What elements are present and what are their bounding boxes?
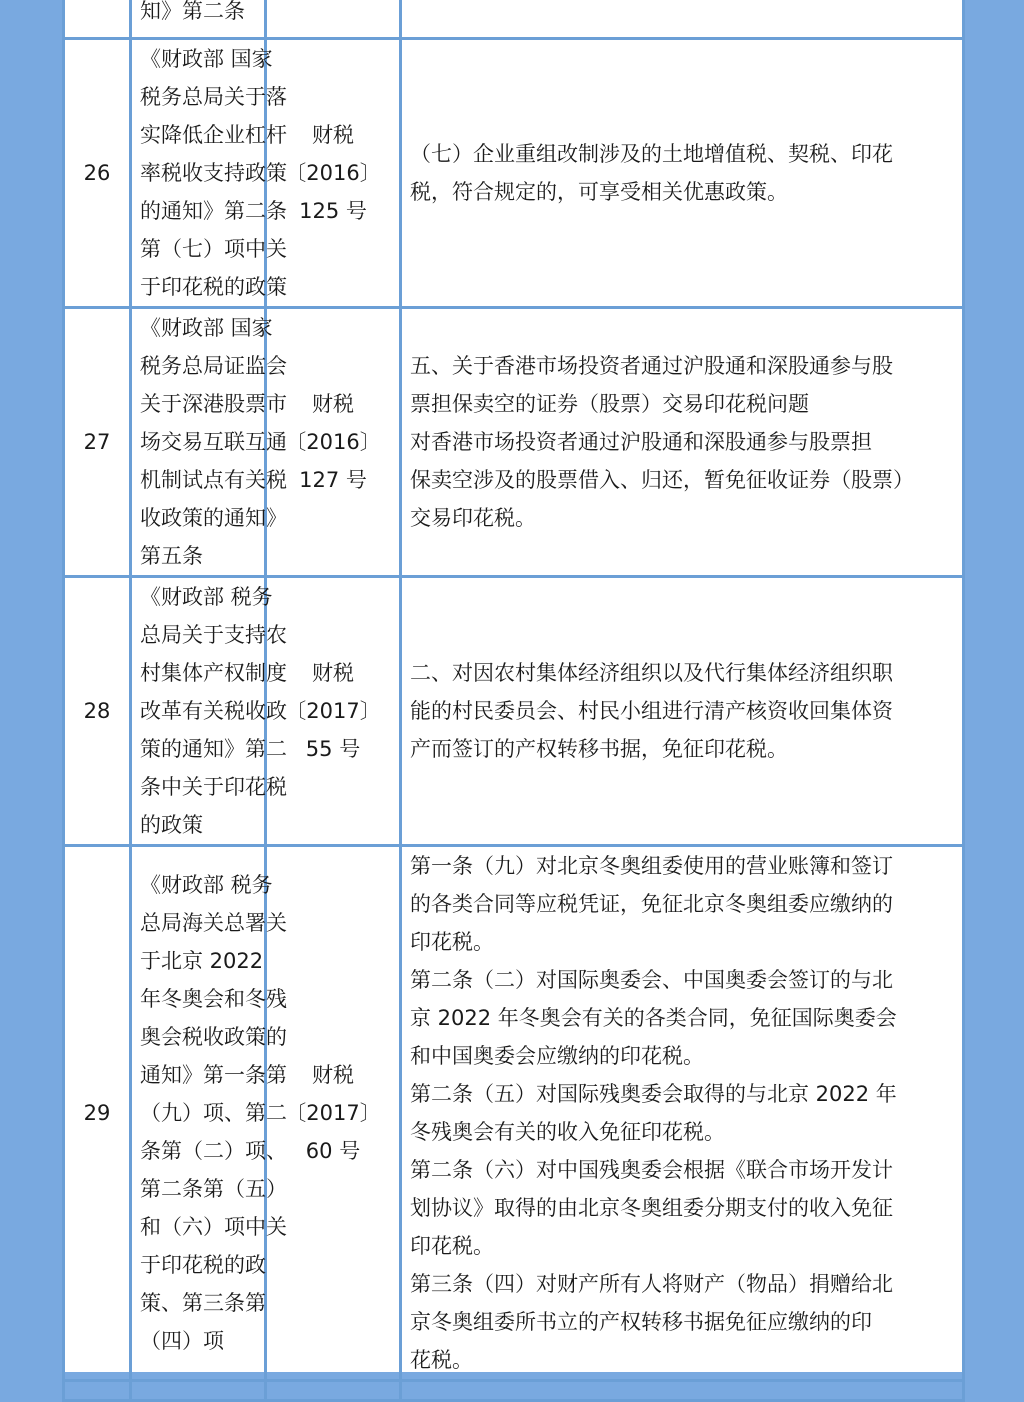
policy-name-line: 《财政部 国家 xyxy=(140,316,273,340)
policy-name-line: 总局海关总署关 xyxy=(140,911,287,935)
table-row xyxy=(64,0,964,39)
policy-content-line: 产而签订的产权转移书据，免征印花税。 xyxy=(410,737,788,761)
policy-content-cell xyxy=(401,0,964,39)
document-number-line: 55 号 xyxy=(305,737,361,761)
policy-name-line: 第二条第（五） xyxy=(140,1177,287,1201)
policy-name-line: 村集体产权制度 xyxy=(140,661,287,685)
policy-name-line: 于印花税的政策 xyxy=(140,275,287,299)
policy-name-line: 税务总局证监会 xyxy=(140,354,287,378)
document-number-cell xyxy=(266,577,401,846)
table-row xyxy=(64,308,964,577)
document-number-line: 〔2016〕 xyxy=(285,430,381,454)
policy-content-line: 京冬奥组委所书立的产权转移书据免征应缴纳的印 xyxy=(410,1310,872,1334)
document-number-line: 财税 xyxy=(312,392,354,416)
policy-content-line: 保卖空涉及的股票借入、归还，暂免征收证券（股票） xyxy=(410,468,914,492)
policy-name-line: 总局关于支持农 xyxy=(140,623,287,647)
table-row xyxy=(64,39,964,308)
policy-name-cell xyxy=(131,39,287,308)
policy-name-line: 条第（二）项、 xyxy=(140,1139,287,1163)
policy-content-line: 花税。 xyxy=(410,1348,473,1372)
table-row xyxy=(64,577,964,846)
row-number xyxy=(64,1381,131,1401)
policy-name-line: 奥会税收政策的 xyxy=(140,1025,287,1049)
policy-content-line: 五、关于香港市场投资者通过沪股通和深股通参与股 xyxy=(410,354,893,378)
policy-name-line: 知》第二条 xyxy=(140,0,245,23)
document-number-line: 〔2016〕 xyxy=(285,161,381,185)
row-number: 27 xyxy=(64,308,131,577)
policy-name-line: 的政策 xyxy=(140,813,203,837)
policy-name-line: 收政策的通知》 xyxy=(140,506,287,530)
policy-name-line: 通知》第一条第 xyxy=(140,1063,287,1087)
policy-name-line: 实降低企业杠杆 xyxy=(140,123,287,147)
policy-name-cell xyxy=(131,0,266,39)
row-number: 28 xyxy=(64,577,131,846)
policy-content-line: 第二条（二）对国际奥委会、中国奥委会签订的与北 xyxy=(410,968,893,992)
policy-content-cell xyxy=(401,846,964,1381)
document-number-line: 60 号 xyxy=(305,1139,361,1163)
document-number-line: 125 号 xyxy=(299,199,367,223)
policy-table xyxy=(62,0,965,1402)
policy-name-line: 关于深港股票市 xyxy=(140,392,287,416)
policy-content-line: 第三条（四）对财产所有人将财产（物品）捐赠给北 xyxy=(410,1272,893,1296)
policy-name-cell xyxy=(131,308,287,577)
policy-content-line: （七）企业重组改制涉及的土地增值税、契税、印花 xyxy=(410,142,893,166)
policy-name-line: 《财政部 税务 xyxy=(140,585,273,609)
document-number-line: 127 号 xyxy=(299,468,367,492)
policy-content-line: 印花税。 xyxy=(410,1234,494,1258)
policy-name-cell xyxy=(131,577,287,846)
policy-content-cell xyxy=(401,1381,964,1401)
policy-content-line: 京 2022 年冬奥会有关的各类合同，免征国际奥委会 xyxy=(410,1006,897,1030)
policy-content-line: 交易印花税。 xyxy=(410,506,536,530)
document-number-cell xyxy=(266,308,401,577)
policy-content-line: 第二条（五）对国际残奥委会取得的与北京 2022 年 xyxy=(410,1082,897,1106)
document-number-line: 财税 xyxy=(312,1063,354,1087)
policy-content-cell xyxy=(401,39,964,308)
policy-name-line: 策、第三条第 xyxy=(140,1291,266,1315)
policy-content-cell xyxy=(401,308,964,577)
policy-name-line: 条中关于印花税 xyxy=(140,775,287,799)
policy-name-line: 税务总局关于落 xyxy=(140,85,287,109)
policy-content-line: 的各类合同等应税凭证，免征北京冬奥组委应缴纳的 xyxy=(410,892,893,916)
policy-content-line: 和中国奥委会应缴纳的印花税。 xyxy=(410,1044,704,1068)
document-number-cell xyxy=(266,1381,401,1401)
policy-content-line: 税，符合规定的，可享受相关优惠政策。 xyxy=(410,180,788,204)
policy-name-line: （九）项、第二 xyxy=(140,1101,287,1125)
document-number-cell xyxy=(266,39,401,308)
policy-name-line: 策的通知》第二 xyxy=(140,737,287,761)
policy-content-line: 第二条（六）对中国残奥委会根据《联合市场开发计 xyxy=(410,1158,893,1182)
policy-content-cell xyxy=(401,577,964,846)
policy-content-line: 印花税。 xyxy=(410,930,494,954)
row-number: 26 xyxy=(64,39,131,308)
policy-name-line: 的通知》第二条 xyxy=(140,199,287,223)
policy-content-line: 冬残奥会有关的收入免征印花税。 xyxy=(410,1120,725,1144)
policy-content-line: 能的村民委员会、村民小组进行清产核资收回集体资 xyxy=(410,699,893,723)
document-number-line: 财税 xyxy=(312,661,354,685)
table-row xyxy=(64,846,964,1381)
policy-content-line: 第一条（九）对北京冬奥组委使用的营业账簿和签订 xyxy=(410,854,893,878)
policy-name-line: 年冬奥会和冬残 xyxy=(140,987,287,1011)
policy-content-line: 二、对因农村集体经济组织以及代行集体经济组织职 xyxy=(410,661,893,685)
document-number-line: 财税 xyxy=(312,123,354,147)
policy-name-line: 和（六）项中关 xyxy=(140,1215,287,1239)
policy-name-line: 《财政部 国家 xyxy=(140,47,273,71)
policy-content-line: 对香港市场投资者通过沪股通和深股通参与股票担 xyxy=(410,430,872,454)
policy-name-line: 改革有关税收政 xyxy=(140,699,287,723)
policy-name-line: 第五条 xyxy=(140,544,203,568)
policy-content-line: 票担保卖空的证券（股票）交易印花税问题 xyxy=(410,392,809,416)
policy-name-line: 《财政部 税务 xyxy=(140,873,273,897)
policy-name-line: 率税收支持政策 xyxy=(140,161,287,185)
document-number-cell xyxy=(266,0,401,39)
policy-name-line: （四）项 xyxy=(140,1329,224,1353)
policy-content-line: 划协议》取得的由北京冬奥组委分期支付的收入免征 xyxy=(410,1196,893,1220)
policy-name-line: 于北京 2022 xyxy=(140,949,264,973)
policy-name-cell xyxy=(131,846,287,1381)
table-row xyxy=(64,1381,964,1401)
row-number xyxy=(64,0,131,39)
policy-name-line: 于印花税的政 xyxy=(140,1253,266,1277)
document-number-line: 〔2017〕 xyxy=(285,699,381,723)
policy-name-cell xyxy=(131,1381,266,1401)
policy-name-line: 机制试点有关税 xyxy=(140,468,287,492)
row-number: 29 xyxy=(64,846,131,1381)
policy-name-line: 第（七）项中关 xyxy=(140,237,287,261)
policy-name-line: 场交易互联互通 xyxy=(140,430,287,454)
document-number-line: 〔2017〕 xyxy=(285,1101,381,1125)
